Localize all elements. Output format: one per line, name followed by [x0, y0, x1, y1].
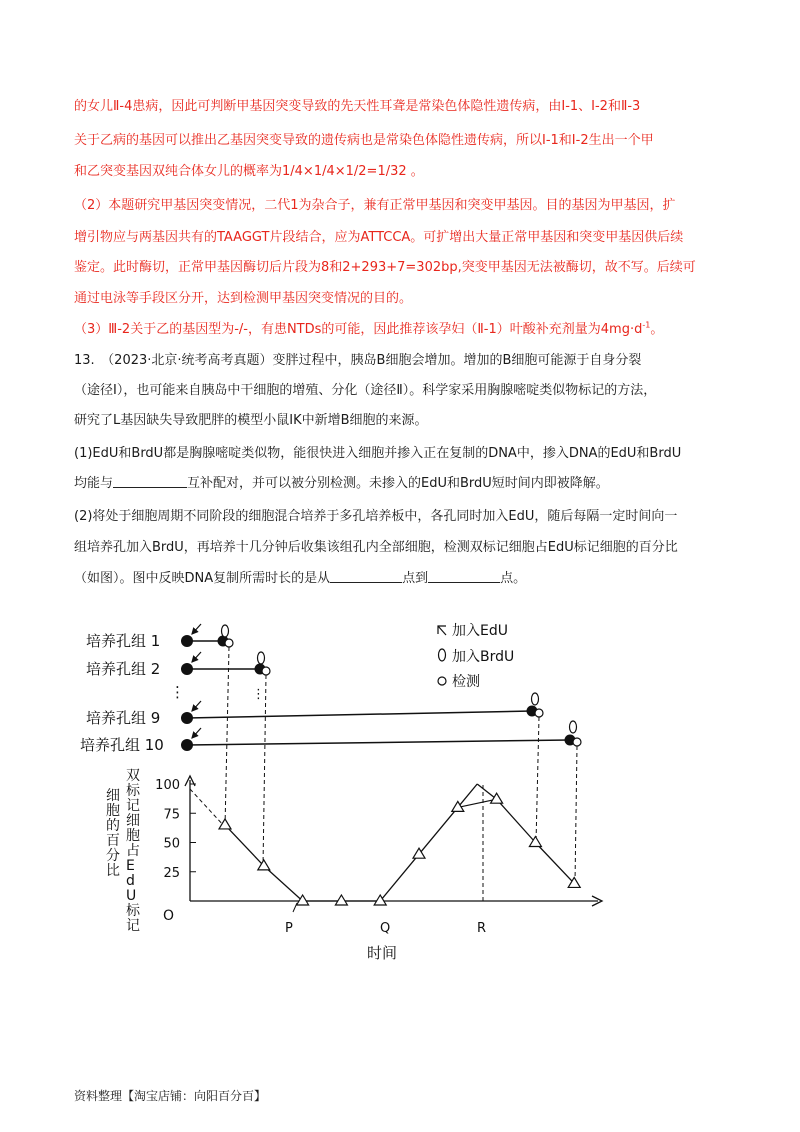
- legend-circle-icon: [438, 677, 446, 685]
- chart-points: [219, 793, 580, 905]
- detect-circle: [225, 639, 233, 647]
- legend-arrow-icon: [438, 626, 446, 635]
- answer-line: 鉴定。此时酶切，正常甲基因酶切后片段为8和2+293+7=302bp,突变甲基因无法被酶切，故不写。后续可: [74, 260, 696, 275]
- series-segment: [225, 825, 264, 866]
- series-segment: [497, 799, 536, 842]
- legend-edu: 加入EdU: [452, 623, 508, 639]
- answer-text: 。: [650, 322, 664, 337]
- question-line: 13. （2023·北京·统考高考真题）变胖过程中，胰岛B细胞会增加。增加的B细胞可能源于自身分裂: [74, 353, 642, 368]
- question-text: 点到: [402, 571, 429, 586]
- answer-blank[interactable]: [113, 473, 187, 488]
- edu-dot: [181, 663, 193, 675]
- answer-text: （3）Ⅲ-2关于乙的基因型为-/-，有患NTDs的可能，因此推荐该孕妇（Ⅱ-1）叶酸补充剂量为4mg·d: [74, 322, 643, 337]
- y-tick-label: 100: [155, 778, 180, 793]
- brdu-drop: [258, 652, 265, 664]
- ellipsis: ⋮: [252, 687, 265, 702]
- answer-line: 通过电泳等手段区分开，达到检测甲基因突变情况的目的。: [74, 291, 413, 306]
- y-tick-label: 75: [163, 807, 180, 823]
- question-text: 均能与: [74, 476, 114, 491]
- legend-drop-icon: [439, 649, 446, 661]
- answer-line: 和乙突变基因双纯合体女儿的概率为1/4×1/4×1/2=1/32 。: [74, 164, 424, 179]
- origin-label: O: [163, 908, 175, 924]
- y-tick-label: 25: [163, 865, 180, 881]
- detect-circle: [262, 667, 270, 675]
- question-text: （如图）。图中反映DNA复制所需时长的是从: [74, 571, 331, 586]
- data-point-triangle: [491, 793, 503, 803]
- edu-dot: [181, 739, 193, 751]
- question-line: (2)将处于细胞周期不同阶段的细胞混合培养于多孔培养板中，各孔同时加入EdU，随后每隔一定时间向一: [74, 509, 678, 524]
- series-segment: [264, 866, 303, 901]
- footer-text: 资料整理【淘宝店铺：向阳百分百】: [74, 1089, 267, 1103]
- question-line: (1)EdU和BrdU都是胸腺嘧啶类似物，能很快进入细胞并掺入正在复制的DNA中，掺入DNA的EdU和BrdU: [74, 446, 682, 461]
- answer-line: 的女儿Ⅱ-4患病，因此可判断甲基因突变导致的先天性耳聋是常染色体隐性遗传病，由Ⅰ-1、Ⅰ-2和Ⅱ-3: [74, 99, 641, 114]
- chart-lines: [225, 784, 574, 901]
- x-axis-label: 时间: [367, 944, 398, 962]
- series-segment: [419, 807, 458, 854]
- group-label: 培养孔组 1: [86, 632, 161, 650]
- answer-blank[interactable]: [330, 568, 402, 583]
- brdu-drop: [532, 693, 539, 705]
- brdu-drop: [222, 625, 229, 637]
- edu-arrow: [192, 728, 201, 738]
- legend-detect: 检测: [452, 674, 480, 690]
- x-mark-p: P: [285, 921, 293, 936]
- edu-arrow: [192, 701, 201, 711]
- series-segment: [535, 843, 574, 884]
- y-axis-label: [106, 768, 141, 934]
- question-text: 点。: [500, 571, 527, 586]
- detect-circle: [573, 738, 581, 746]
- svg-text:细胞的百分比: 细胞的百分比: [106, 788, 120, 879]
- question-line: [74, 566, 734, 592]
- group-label: 培养孔组 2: [86, 660, 161, 678]
- question-line: （途径Ⅰ），也可能来自胰岛中干细胞的增殖、分化（途径Ⅱ）。科学家采用胸腺嘧啶类似物标记的方法，: [74, 383, 657, 398]
- series-segment: [380, 854, 419, 901]
- detect-circle: [535, 709, 543, 717]
- data-point-triangle: [335, 895, 347, 905]
- legend-brdu: 加入BrdU: [452, 649, 515, 665]
- answer-line: 增引物应与两基因共有的TAAGGT片段结合，应为ATTCCA。可扩增出大量正常甲基因和突变甲基因供后续: [74, 230, 684, 245]
- group-label: 培养孔组 9: [86, 709, 161, 727]
- question-line: [74, 471, 734, 497]
- question-text: 互补配对，并可以被分别检测。未掺入的EdU和BrdU短时间内即被降解。: [187, 476, 609, 491]
- question-line: 研究了L基因缺失导致肥胖的模型小鼠IK中新增B细胞的来源。: [74, 413, 428, 428]
- edu-dot: [181, 712, 193, 724]
- answer-line: （2）本题研究甲基因突变情况，二代1为杂合子，兼有正常甲基因和突变甲基因。目的基因为甲基因，扩: [74, 198, 676, 213]
- experiment-figure: [70, 600, 630, 970]
- brdu-drop: [570, 721, 577, 733]
- answer-line: 关于乙病的基因可以推出乙基因突变导致的遗传病也是常染色体隐性遗传病，所以Ⅰ-1和Ⅰ-2生出一个甲: [74, 133, 654, 148]
- answer-line: [74, 317, 734, 343]
- y-tick-label: 50: [163, 836, 180, 852]
- answer-blank[interactable]: [428, 568, 500, 583]
- data-point-triangle: [219, 819, 231, 829]
- ellipsis: ⋮: [170, 683, 185, 701]
- edu-arrow: [192, 652, 201, 662]
- svg-text:双标记细胞占EdU标记: 双标记细胞占 E d U 标记: [126, 768, 140, 934]
- x-mark-q: Q: [380, 921, 391, 936]
- x-mark-r: R: [477, 921, 487, 936]
- edu-arrow: [192, 624, 201, 634]
- edu-dot: [181, 635, 193, 647]
- question-line: 组培养孔加入BrdU，再培养十几分钟后收集该组孔内全部细胞，检测双标记细胞占EdU标记细胞的百分比: [74, 540, 678, 555]
- group-label: 培养孔组 10: [80, 736, 164, 754]
- answer-superscript: -1: [642, 320, 651, 330]
